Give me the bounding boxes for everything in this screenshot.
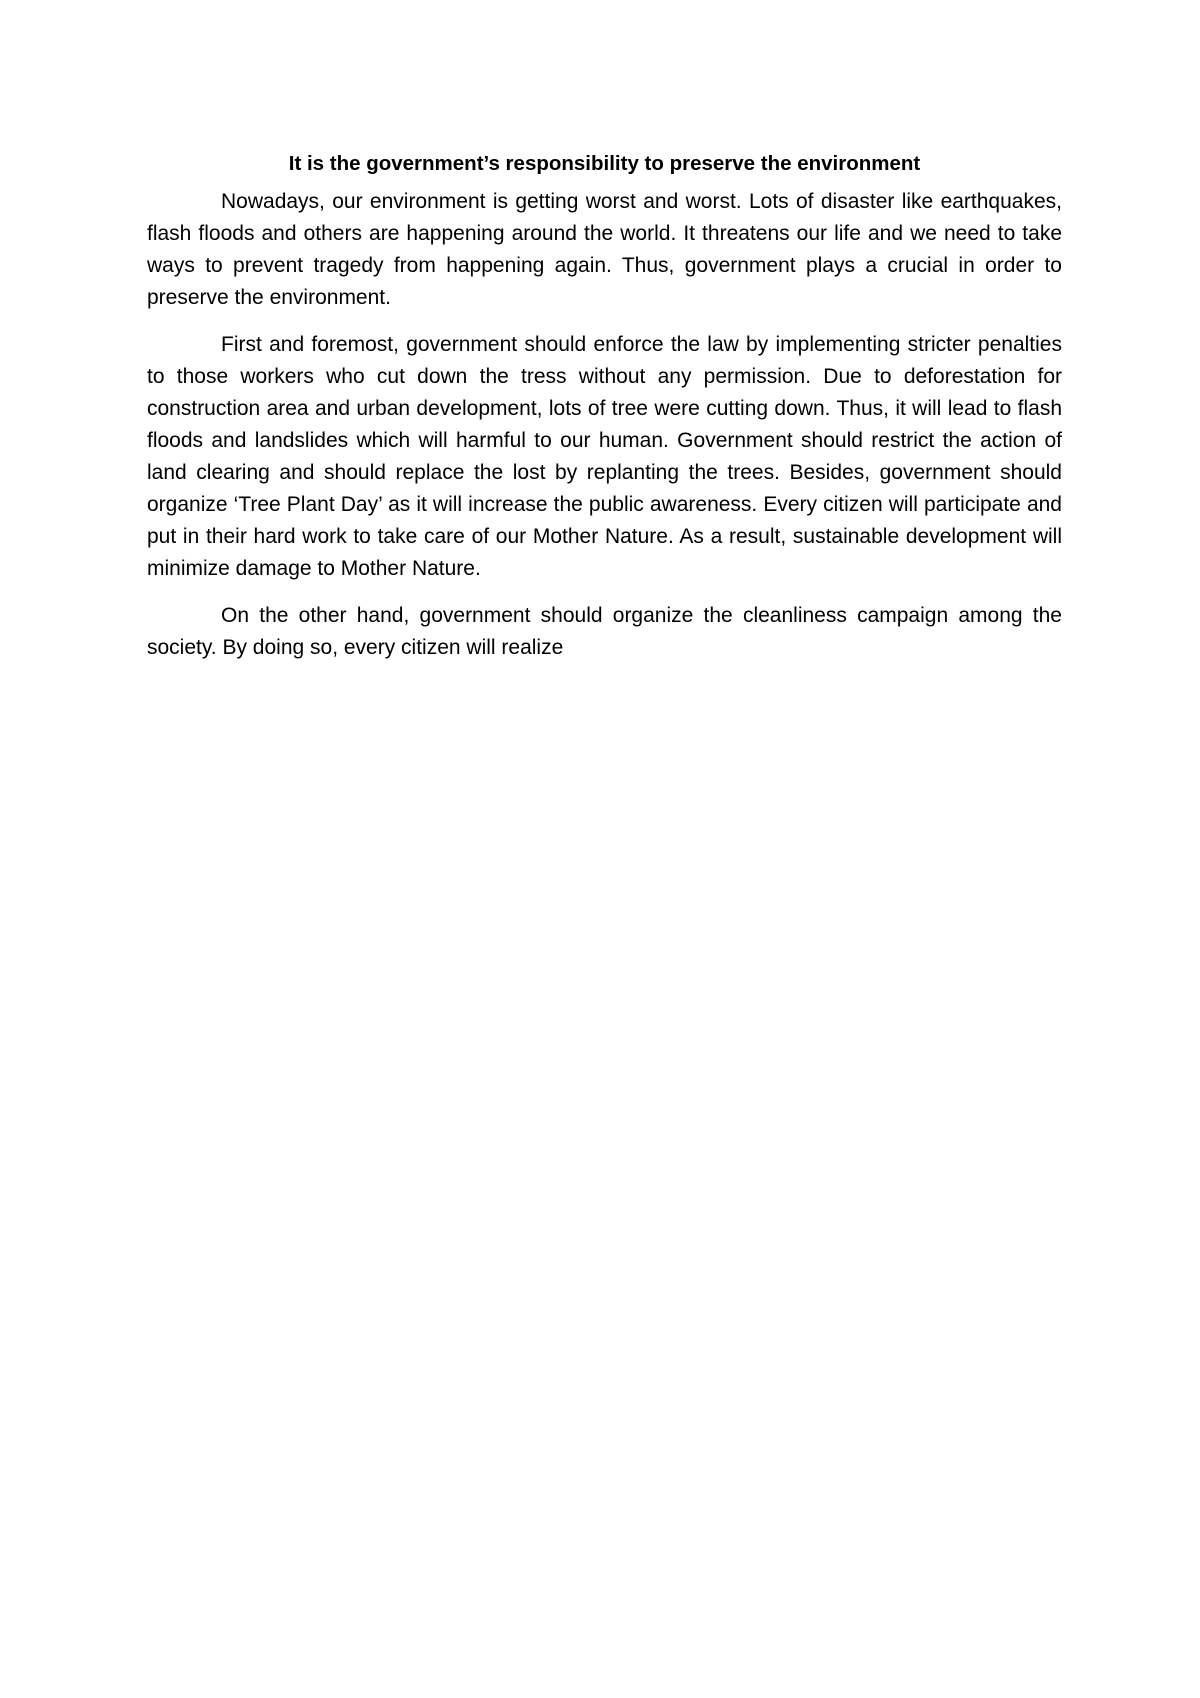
paragraph-second-point: On the other hand, government should organize the cleanliness campaign among the society. By doing so, every citizen will realize xyxy=(147,604,1062,659)
document-body xyxy=(147,148,1062,679)
essay-title: It is the government’s responsibility to preserve the environment xyxy=(288,152,921,175)
paragraph-introduction: Nowadays, our environment is getting worst and worst. Lots of disaster like earthquakes, flash floods and others are happening around the world. It threatens our life and we need to take ways to prevent tragedy from happening again. Thus, government plays a crucial in order to preserve the environment. xyxy=(147,190,1062,309)
paragraph-first-point: First and foremost, government should enforce the law by implementing stricter penalties to those workers who cut down the tress without any permission. Due to deforestation for construction area and urban development, lots of tree were cutting down. Thus, it will lead to flash floods and landslides which will harmful to our human. Government should restrict the action of land clearing and should replace the lost by replanting the trees. Besides, government should organize ‘Tree Plant Day’ as it will increase the public awareness. Every citizen will participate and put in their hard work to take care of our Mother Nature. As a result, sustainable development will minimize damage to Mother Nature. xyxy=(147,333,1062,580)
